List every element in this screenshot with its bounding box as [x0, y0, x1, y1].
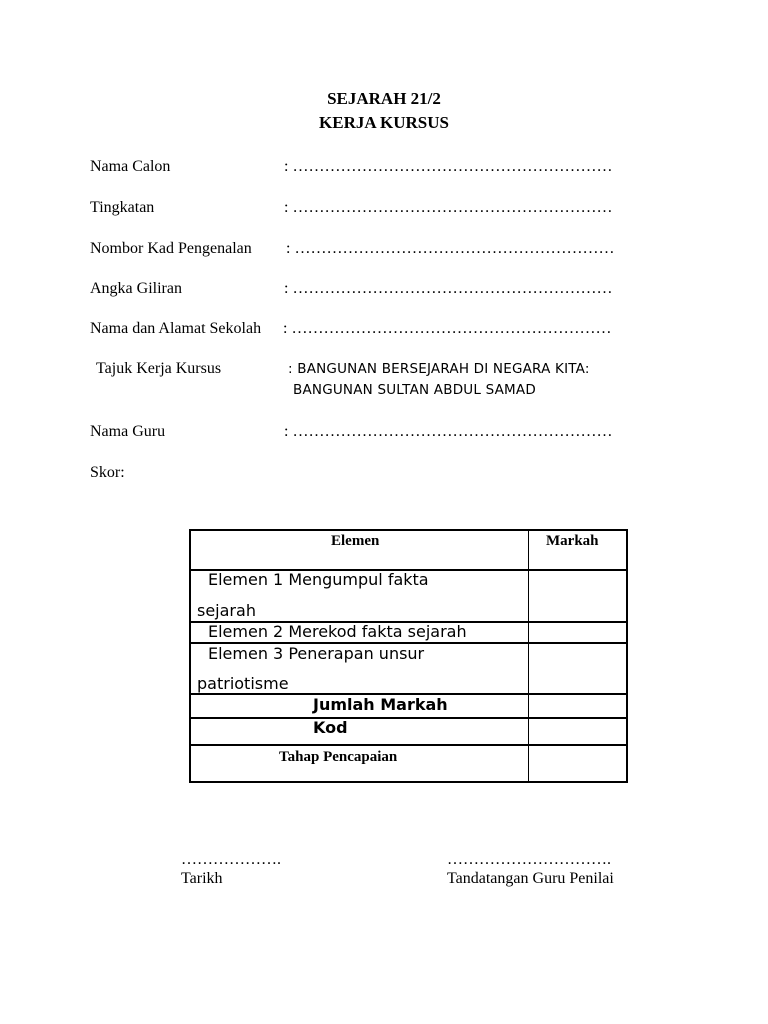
skor-label: Skor:: [90, 464, 125, 481]
date-dots[interactable]: ……………….: [181, 851, 281, 868]
markah-cell-jumlah[interactable]: [530, 695, 626, 717]
row-tahap-pencapaian: Tahap Pencapaian: [279, 749, 398, 765]
table-border-bottom: [189, 781, 628, 783]
tingkatan-label: Tingkatan: [90, 199, 155, 216]
signature-dots[interactable]: ………………………….: [447, 851, 611, 868]
doc-title: SEJARAH 21/2: [327, 89, 441, 108]
tajuk-label: Tajuk Kerja Kursus: [96, 360, 222, 377]
signature-label: Tandatangan Guru Penilai: [447, 870, 614, 887]
angka-giliran-label: Angka Giliran: [90, 280, 182, 297]
markah-cell-elemen-2[interactable]: [530, 623, 626, 642]
markah-cell-elemen-3[interactable]: [530, 644, 626, 693]
doc-subtitle: KERJA KURSUS: [319, 113, 449, 132]
markah-cell-tahap[interactable]: [530, 746, 626, 781]
nama-calon-field[interactable]: : ……………………………………………………: [284, 158, 613, 175]
tajuk-value-line1: : BANGUNAN BERSEJARAH DI NEGARA KITA:: [288, 361, 590, 377]
markah-cell-kod[interactable]: [530, 719, 626, 744]
row-elemen-2: Elemen 2 Merekod fakta sejarah: [208, 622, 467, 641]
row-jumlah-markah: Jumlah Markah: [313, 695, 448, 714]
nama-alamat-sekolah-label: Nama dan Alamat Sekolah: [90, 320, 262, 337]
date-label: Tarikh: [181, 870, 223, 887]
header-markah: Markah: [546, 533, 599, 549]
nama-guru-label: Nama Guru: [90, 423, 166, 440]
tajuk-value-line2: BANGUNAN SULTAN ABDUL SAMAD: [293, 382, 536, 398]
row-elemen-3-line1: Elemen 3 Penerapan unsur: [208, 644, 425, 663]
header-elemen: Elemen: [331, 533, 380, 549]
nama-alamat-sekolah-field[interactable]: : ……………………………………………………: [283, 320, 612, 337]
row-elemen-3-line2: patriotisme: [197, 674, 289, 693]
nama-guru-field[interactable]: : ……………………………………………………: [284, 423, 613, 440]
row-kod: Kod: [313, 718, 348, 737]
row-elemen-1-line1: Elemen 1 Mengumpul fakta: [208, 570, 429, 589]
nama-calon-label: Nama Calon: [90, 158, 171, 175]
angka-giliran-field[interactable]: : ……………………………………………………: [284, 280, 613, 297]
tingkatan-field[interactable]: : ……………………………………………………: [284, 199, 613, 216]
nombor-kad-label: Nombor Kad Pengenalan: [90, 240, 252, 257]
nombor-kad-field[interactable]: : ……………………………………………………: [286, 240, 615, 257]
markah-cell-elemen-1[interactable]: [530, 571, 626, 621]
row-elemen-1-line2: sejarah: [197, 601, 256, 620]
